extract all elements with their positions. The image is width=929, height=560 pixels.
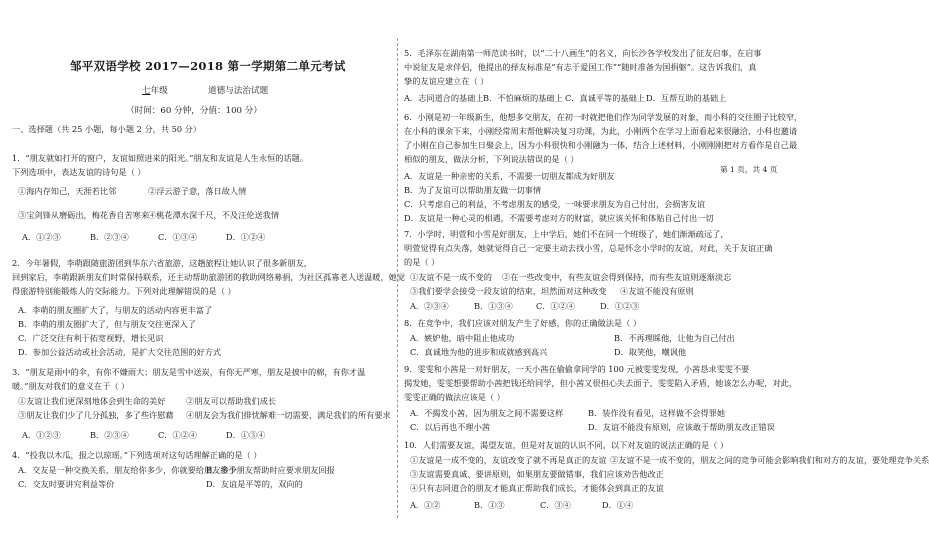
right-question-line: D．取笑他，嘲讽他 [614,347,687,357]
left-question-line: 4．“投我以木瓜，报之以琼瑶。”下列选项对这句话理解正确的是（ ） [12,450,262,460]
left-question-line: B．李萌的朋友圈扩大了，但与朋友交往更深入了 [18,319,196,329]
right-question-line: D．①②③ [600,301,640,311]
left-question-line: C．①②④ [158,430,198,440]
right-question-line: A．嫉妒他，暗中阻止他成功 [410,333,515,343]
left-question-line: D．①②④ [226,232,266,242]
left-question-line: A．李萌的朋友圈扩大了，与朋友的活动内容更丰富了 [18,305,213,315]
right-question-line: 10．人们需要友谊，渴望友谊，但是对友谊的认识不同，以下对友谊的说法正确的是（ ） [404,440,729,450]
left-question-line: ③宝剑锋从磨砺出，梅花香自苦寒来 [18,210,150,220]
right-question-line: D．互帮互助的基础上 [646,93,727,103]
left-question-line: B．给予朋友帮助时应要求朋友回报 [206,465,335,475]
left-question-line: 1．“朋友就如打开的窗户，友谊如照进来的阳光。”朋友和友谊是人生永恒的话题。 [12,153,309,163]
left-question-line: 3．“朋友是雨中的伞，有你不嫌雨大；朋友是雪中送炭，有你无严寒，朋友是披中的棉，有你才温 [12,367,366,377]
right-question-line: A．②③④ [410,301,449,311]
exam-title: 邹平双语学校 2017—2018 第一学期第二单元考试 [70,59,346,73]
left-question-line: 下列选项中，表达友谊的诗句是（ ） [12,167,146,177]
grade-value: 七 [142,86,151,96]
left-question-line: C．①③④ [158,232,198,242]
right-question-line: 明萱觉得有点失落，她就觉得自己一定要主动去找小雪，总是怀念小学时的友谊，对此，关于友谊正确 [404,243,773,253]
left-question-line: B．②③④ [90,430,129,440]
right-question-line: ③友谊需要真诚、要讲原则，如果朋友要做错事，我们应该劝告他改正 [410,469,664,479]
right-question-line: C．①②④ [536,301,576,311]
right-question-line: B．①③ [474,500,505,510]
right-question-line: ②友谊不是一成不变的，朋友之间的竞争可能会影响我们和对方的友谊，要处理竞争关系 [610,455,929,465]
right-question-line: 中说征友是求伴侣，他提出的择友标准是“有志于爱国工作”“随时准备为国捐躯”。这告诉我们，真 [404,62,757,72]
right-question-line: C．③④ [540,500,571,510]
right-question-line: 6．小刚是初一年级新生，他想多交朋友，在初一时就把他们作为同学发展的对象，而小科的交往圈子比较窄， [404,112,803,122]
right-question-line: ④友谊不能没有原则 [620,286,694,296]
right-question-line: 的是（ ） [404,257,440,267]
left-question-line: 回到家后，李萌跟新朋友们时常保持联系，还主动帮助旅游团的救助网络募捐，为社区孤寡老人送温暖，她觉 [12,272,406,282]
right-question-line: 在小科的课余下来，小刚经常周末帮他解决复习功课，为此，小刚两个在学习上面看起来很融洽，小科也邀请 [404,126,798,136]
left-question-line: D．友谊是平等的，双向的 [206,479,303,489]
right-question-line: A．友谊是一种亲密的关系，不需要一切朋友都成为好朋友 [404,171,615,181]
left-question-line: 暖。”朋友对我们的意义在于（ ） [12,381,130,391]
right-question-line: 揭发她，雯雯想要帮助小茜把钱还给同学，但小茜又很担心失去面子，雯雯陷入矛盾，她该怎么办呢，对此， [404,378,798,388]
right-question-line: 了小刚在自己参加生日聚会上，因为小科很快和小刚融为一体，结合上述材料，小刚刚刚把对方看作是自己最 [404,140,798,150]
right-question-line: D．友谊是一种心灵的相遇，不需要考虑对方的财富，就应该关怀和体贴自己付出一切 [404,213,714,223]
right-question-line: C．以后再也不理小茜 [410,422,490,432]
right-question-line: 相似的朋友，做法分析，下列说法错误的是（ ） [404,154,579,164]
left-question-line: ④朋友会为我们排忧解难一切需要，满足我们的所有要求 [186,410,391,420]
right-question-line: C．只考虑自己的利益，不考虑朋友的感受，一味要求朋友为自己付出，会损害友谊 [404,199,706,209]
left-question-line: ③朋友让我们少了几分孤独，多了些许慰藉 [18,410,174,420]
right-question-line: C．真诚平等的基础上 [565,93,645,103]
left-question-line: ④桃花潭水深千尺，不及汪伦送我情 [148,210,280,220]
right-question-line: ②在一些改变中，有些友谊会得到保持，而有些友谊则逐渐淡忘 [502,272,732,282]
right-question-line: B．不再理睬他，让他为自己付出 [614,333,735,343]
right-question-line: A．不揭发小茜，因为朋友之间不需要这样 [410,408,564,418]
right-question-line: ④只有志同道合的朋友才能真正帮助我们成长，才能体会到真正的友谊 [410,483,664,493]
left-question-line: ①友谊让我们更深刻地体会到生命的美好 [18,396,166,406]
exam-meta: （时间：60 分钟，分值：100 分） [126,106,262,116]
left-question-line: D．参加公益活动或社会活动，是扩大交往范围的好方式 [18,347,222,357]
left-question-line: ②浮云游子意，落日故人情 [148,186,247,196]
grade-suffix: 年级 [150,86,168,96]
right-question-line: A．①② [410,500,441,510]
right-question-line: ①友谊不是一成不变的 [410,272,492,282]
right-question-line: D．①④ [602,500,634,510]
right-question-line: 7．小学时，明萱和小雪是好朋友，上中学后，她们不在同一个班级了，她们渐渐疏远了， [404,229,729,239]
right-question-line: D．友谊不能没有原则，应该敢于帮助朋友改正错误 [588,422,775,432]
right-question-line: 8．在竞争中，我们应该对朋友产生了好感，你的正确做法是（ ） [404,318,642,328]
page-number: 第 1 页，共 4 页 [720,165,778,174]
right-question-line: B．装作没有看见，这样做不会得罪她 [588,408,726,418]
exam-grade [142,84,168,96]
right-question-line: C．真诚地为他的进步和成就感到高兴 [410,347,548,357]
right-question-line: B．①③④ [474,301,513,311]
section-heading: 一、选择题（共 25 小题，每小题 2 分，共 50 分） [12,124,202,134]
left-question-line: 得旅游特别能锻炼人的交际能力。下列对此理解错误的是（ ） [12,286,236,296]
left-question-line: ①海内存知己，天涯若比邻 [18,186,117,196]
left-question-line: A．①②③ [22,430,61,440]
left-question-line: A．交友是一种交换关系，朋友给你多少，你就要给朋友多少 [18,465,237,475]
left-question-line: ②朋友可以帮助我们成长 [186,396,277,406]
left-question-line: C．交友时要讲究利益等价 [18,479,115,489]
right-question-line: 挚的友谊应建立在（ ） [404,76,489,86]
exam-subject: 道德与法治试题 [208,86,269,96]
right-question-line: 雯雯正确的做法应该是（ ） [404,392,505,402]
right-question-line: B．不怕麻烦的基础上 [483,93,563,103]
right-question-line: ③我们要学会接受一段友谊的结束，坦然面对这种改变 [410,286,607,296]
right-question-line: 5．毛泽东在湖南第一师范读书时，以“二十八画生”的名义，向长沙各学校发出了征友启事，在启事 [404,48,762,58]
left-question-line: 2．今年暑假，李萌跟随旅游团到华东六省旅游，这趟旅程让她认识了很多新朋友， [12,258,312,268]
right-question-line: A．志同道合的基础上 [404,93,484,103]
right-question-line: ①友谊是一成不变的，友谊改变了就不再是真正的友谊 [410,455,607,465]
left-question-line: D．①③④ [226,430,266,440]
right-question-line: 9．雯雯和小茜是一对好朋友，一天小茜在偷偷拿同学的 100 元被雯雯发现，小茜恳求雯雯不要 [404,364,750,374]
left-question-line: C．广泛交往有利于拓宽视野，增长见识 [18,333,164,343]
column-divider [397,38,398,518]
right-question-line: B．为了友谊可以帮助朋友做一切事情 [404,185,542,195]
left-question-line: A．①②③ [22,232,61,242]
left-question-line: B．②③④ [90,232,129,242]
